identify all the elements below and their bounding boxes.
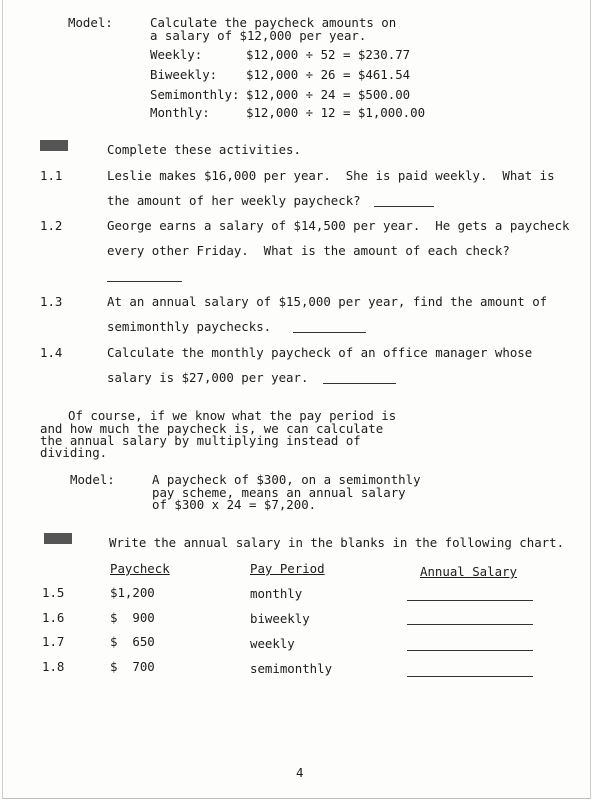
instruction-text: Write the annual salary in the blanks in the following chart. bbox=[109, 535, 565, 550]
problem-text-line1: At an annual salary of $15,000 per year, find the amount of bbox=[107, 294, 548, 309]
row-number: 1.5 bbox=[42, 585, 65, 600]
answer-blank[interactable] bbox=[323, 383, 396, 384]
annual-salary-blank[interactable] bbox=[407, 600, 533, 601]
answer-blank[interactable] bbox=[107, 281, 182, 282]
column-header-annual-salary: Annual Salary bbox=[420, 564, 517, 579]
answer-blank[interactable] bbox=[293, 332, 366, 333]
instruction-text: Complete these activities. bbox=[107, 142, 301, 157]
column-header-pay-period: Pay Period bbox=[250, 561, 325, 576]
row-pay-period: monthly bbox=[250, 586, 303, 601]
section-marker bbox=[40, 140, 68, 151]
model-intro-line1: Calculate the paycheck amounts on bbox=[150, 15, 397, 30]
problem-number: 1.1 bbox=[40, 168, 63, 183]
model-row-calc: $12,000 ÷ 24 = $500.00 bbox=[246, 87, 411, 102]
model-label: Model: bbox=[70, 472, 115, 487]
answer-blank[interactable] bbox=[374, 206, 434, 207]
row-paycheck: $ 900 bbox=[110, 610, 155, 625]
row-paycheck: $ 700 bbox=[110, 659, 155, 674]
section-marker bbox=[44, 533, 72, 544]
row-number: 1.6 bbox=[42, 610, 65, 625]
model-label: Model: bbox=[68, 15, 113, 30]
row-number: 1.8 bbox=[42, 659, 65, 674]
model-row-period: Weekly: bbox=[150, 47, 203, 62]
model-row-calc: $12,000 ÷ 26 = $461.54 bbox=[246, 67, 411, 82]
model2-line3: of $300 x 24 = $7,200. bbox=[152, 497, 317, 512]
problem-text-line2: semimonthly paychecks. bbox=[107, 319, 272, 334]
row-pay-period: biweekly bbox=[250, 611, 310, 626]
problem-text-line2: salary is $27,000 per year. bbox=[107, 370, 309, 385]
column-header-paycheck: Paycheck bbox=[110, 561, 170, 576]
row-pay-period: semimonthly bbox=[250, 661, 333, 676]
problem-text-line1: Leslie makes $16,000 per year. She is paid weekly. What is bbox=[107, 168, 555, 183]
problem-text-line2: the amount of her weekly paycheck? bbox=[107, 193, 361, 208]
problem-text-line1: Calculate the monthly paycheck of an office manager whose bbox=[107, 345, 533, 360]
model-intro-line2: a salary of $12,000 per year. bbox=[150, 28, 367, 43]
model-row-calc: $12,000 ÷ 52 = $230.77 bbox=[246, 47, 411, 62]
problem-text-line2: every other Friday. What is the amount of each check? bbox=[107, 243, 510, 258]
annual-salary-blank[interactable] bbox=[407, 676, 533, 677]
problem-number: 1.4 bbox=[40, 345, 63, 360]
problem-number: 1.2 bbox=[40, 218, 63, 233]
paragraph-line1: Of course, if we know what the pay period is bbox=[68, 408, 397, 423]
problem-number: 1.3 bbox=[40, 294, 63, 309]
model-row-period: Semimonthly: bbox=[150, 87, 240, 102]
annual-salary-blank[interactable] bbox=[407, 650, 533, 651]
paragraph-line3: the annual salary by multiplying instead of bbox=[40, 433, 361, 448]
row-paycheck: $1,200 bbox=[110, 585, 155, 600]
problem-text-line1: George earns a salary of $14,500 per year. He gets a paycheck bbox=[107, 218, 570, 233]
row-pay-period: weekly bbox=[250, 636, 295, 651]
model2-line2: pay scheme, means an annual salary bbox=[152, 485, 406, 500]
page-number: 4 bbox=[296, 765, 304, 780]
row-paycheck: $ 650 bbox=[110, 634, 155, 649]
model-row-period: Monthly: bbox=[150, 105, 210, 120]
paragraph-line4: dividing. bbox=[40, 445, 108, 460]
model-row-period: Biweekly: bbox=[150, 67, 218, 82]
row-number: 1.7 bbox=[42, 634, 65, 649]
model2-line1: A paycheck of $300, on a semimonthly bbox=[152, 472, 421, 487]
paragraph-line2: and how much the paycheck is, we can calculate bbox=[40, 421, 384, 436]
annual-salary-blank[interactable] bbox=[407, 624, 533, 625]
model-row-calc: $12,000 ÷ 12 = $1,000.00 bbox=[246, 105, 426, 120]
